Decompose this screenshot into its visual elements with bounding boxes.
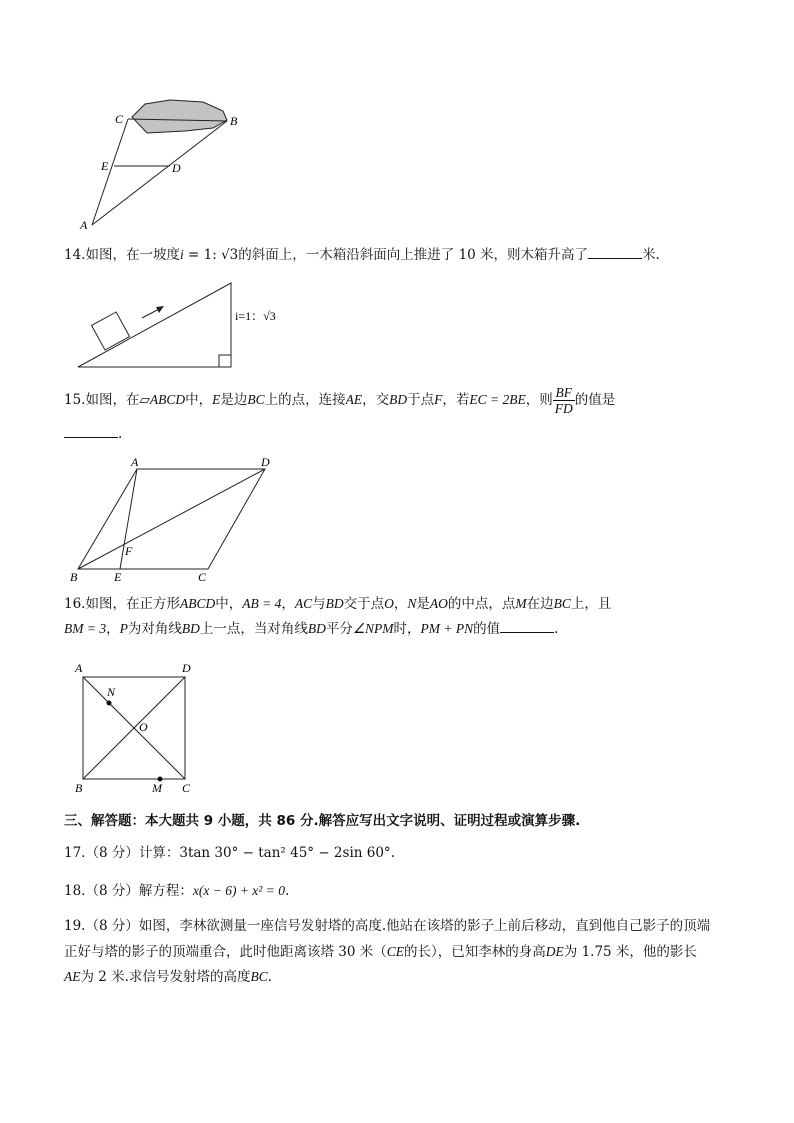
question-15: 15.如图，在▱ABCD中，E是边BC上的点，连接AE，交BD于点F，若EC = 2BE，则 $\frac{BF}{FD}$ 的值是 [64,385,616,416]
label-D: D [261,455,270,469]
label-B: B [70,570,78,584]
question-16-line-1: 16.如图，在正方形ABCD中，AB = 4，AC与BD交于点O，N是AO的中点，点M在边BC上，且 [64,596,612,612]
answer-blank-16[interactable] [500,618,554,633]
label-C: C [182,781,191,795]
question-19-line-3: AE为 2 米.求信号发射塔的高度BC. [64,969,273,985]
question-16-line-2: BM = 3，P为对角线BD上一点，当对角线BD平分∠NPM时，PM + PN的值 . [64,618,558,640]
question-14: 14.如图，在一坡度i = 1: √3的斜面上，一木箱沿斜面向上推进了 10 米，则木箱升高了 米. [64,244,660,266]
pond-shape [132,100,227,133]
label-F: F [125,544,133,558]
label-O: O [139,720,148,734]
slope-label: i=1：√3 [235,309,276,323]
label-B: B [75,781,83,795]
question-15-answer: . [64,423,122,445]
question-17: 17.（8 分）计算：3tan 30° − tan² 45° − 2sin 60°. [64,845,395,861]
label-M: M [152,781,162,795]
section-3-title: 三、解答题：本大题共 9 小题，共 86 分.解答应写出文字说明、证明过程或演算步骤. [64,813,581,829]
label-D: D [172,161,181,175]
wooden-box [92,312,130,350]
label-E: E [101,159,109,173]
label-C: C [198,570,207,584]
point-N [107,701,112,706]
label-E: E [114,570,122,584]
question-18: 18.（8 分）解方程：x(x − 6) + x² = 0. [64,883,290,899]
label-N: N [107,685,116,699]
answer-blank-15[interactable] [64,423,118,438]
fraction-bf-fd: $\frac{BF}{FD}$ [554,385,573,416]
figure-14 [75,280,295,370]
figure-13 [75,95,255,235]
question-19-line-2: 正好与塔的影子的顶端重合，此时他距离该塔 30 米（CE的长），已知李林的身高DE为 1.75 米，他的影长 [64,944,697,960]
label-D: D [182,661,191,675]
label-A: A [75,661,83,675]
label-A: A [131,455,139,469]
label-A: A [80,218,88,232]
question-19-line-1: 19.（8 分）如图，李林欲测量一座信号发射塔的高度.他站在该塔的影子上前后移动，直到他自己影子的顶端 [64,918,711,934]
label-B: B [230,114,238,128]
figure-16 [70,660,210,795]
answer-blank-14[interactable] [588,244,642,259]
figure-15 [65,455,285,585]
label-C: C [115,112,124,126]
